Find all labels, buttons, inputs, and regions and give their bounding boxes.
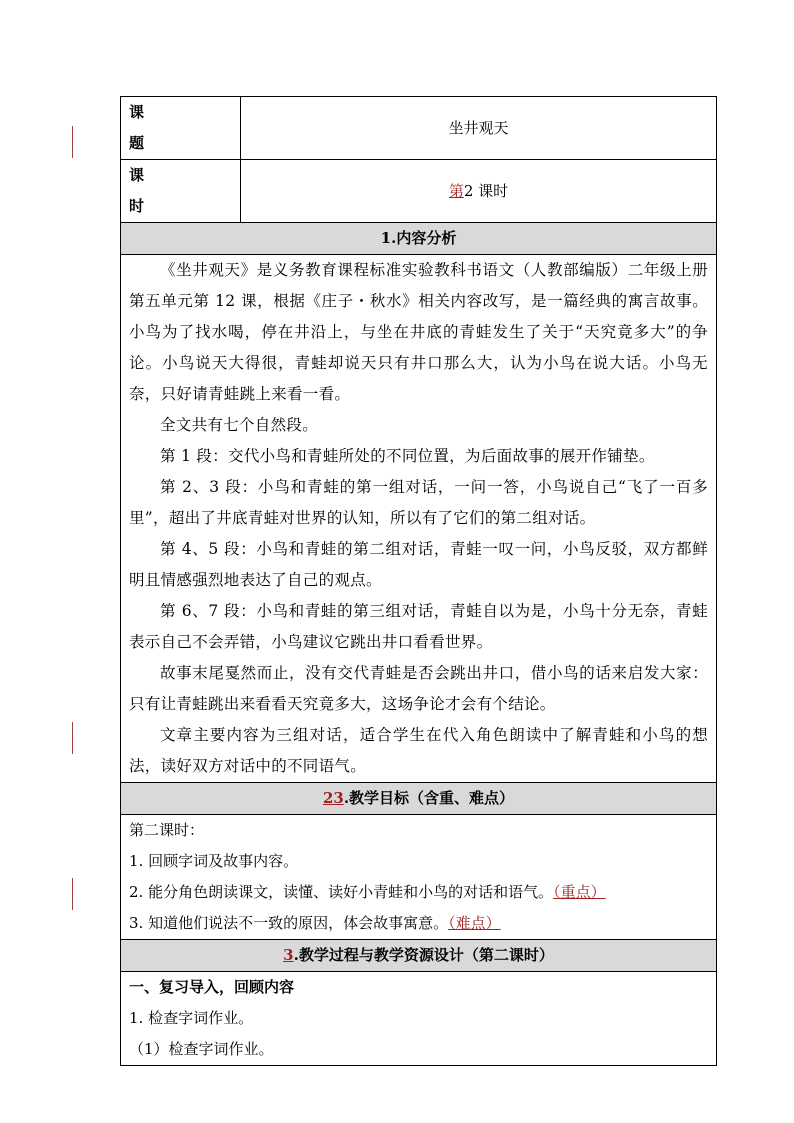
process-substep: （1）检查字词作业。 (129, 1040, 274, 1058)
analysis-paragraph: 《坐井观天》是义务教育课程标准实验教科书语文（人教部编版）二年级上册第五单元第 12 课，根据《庄子・秋水》相关内容改写，是一篇经典的寓言故事。小鸟为了找水喝，停在井沿上，与坐在井底的青蛙发生了关于“天究竟多大”的争论。小鸟说天大得很，青蛙却说天只有井口那么大，认为小鸟在说大话。小鸟无奈，只好请青蛙跳上来看一看。 (129, 261, 708, 403)
revision-mark (72, 878, 73, 910)
goal-text: 1. 回顾字词及故事内容。 (129, 852, 299, 870)
process-body (121, 972, 717, 1066)
goal-item (129, 877, 708, 908)
analysis-paragraph: 文章主要内容为三组对话，适合学生在代入角色朗读中了解青蛙和小鸟的想法，读好双方对话中的不同语气。 (129, 726, 708, 775)
analysis-paragraph: 第 1 段：交代小鸟和青蛙所处的不同位置，为后面故事的展开作铺垫。 (160, 447, 655, 465)
analysis-paragraph: 故事末尾戛然而止，没有交代青蛙是否会跳出井口，借小鸟的话来启发大家：只有让青蛙跳出来看看天究竟多大，这场争论才会有个结论。 (129, 664, 708, 713)
goal-note-difficult: （难点） (448, 914, 501, 932)
topic-label: 课 题 (121, 97, 241, 160)
goal-text: 2. 能分角色朗读课文，读懂、读好小青蛙和小鸟的对话和语气。 (129, 883, 554, 901)
topic-row (121, 97, 717, 160)
revision-mark (72, 126, 73, 158)
goals-body (121, 815, 717, 940)
process-number: 3 (283, 946, 294, 964)
goals-number: 23 (322, 789, 344, 807)
analysis-paragraph: 第 4、5 段：小鸟和青蛙的第二组对话，青蛙一叹一问，小鸟反驳，双方都鲜明且情感强烈地表达了自己的观点。 (129, 540, 708, 589)
analysis-body (121, 255, 717, 783)
goals-intro: 第二课时： (129, 821, 205, 839)
analysis-paragraph: 第 6、7 段：小鸟和青蛙的第三组对话，青蛙自以为是，小鸟十分无奈，青蛙表示自己不会弄错，小鸟建议它跳出井口看看世界。 (129, 602, 708, 651)
lesson-plan-table (120, 96, 717, 1066)
period-row (121, 160, 717, 223)
goals-title-text: .教学目标（含重、难点） (343, 789, 515, 807)
goal-item (129, 846, 708, 877)
revision-mark (72, 722, 73, 754)
goal-text: 3. 知道他们说法不一致的原因，体会故事寓意。 (129, 914, 449, 932)
period-label: 课 时 (121, 160, 241, 223)
process-title-text: .教学过程与教学资源设计（第二课时） (293, 946, 554, 964)
period-value (241, 160, 717, 223)
process-substep: 1. 检查字词作业。 (129, 1009, 254, 1027)
analysis-paragraph: 全文共有七个自然段。 (160, 416, 319, 434)
period-prefix: 第 (448, 181, 464, 200)
topic-value: 坐井观天 (241, 97, 717, 160)
period-rest: 2 课时 (463, 181, 509, 200)
goal-item (129, 908, 708, 939)
section-goals-title (121, 783, 717, 815)
analysis-paragraph: 第 2、3 段：小鸟和青蛙的第一组对话，一问一答，小鸟说自己“飞了一百多里”，超出了井底青蛙对世界的认知，所以有了它们的第二组对话。 (129, 478, 708, 527)
section-analysis-title: 1.内容分析 (121, 223, 717, 255)
goal-note-key: （重点） (553, 883, 606, 901)
section-process-title (121, 940, 717, 972)
process-step-heading: 一、复习导入，回顾内容 (129, 978, 295, 996)
